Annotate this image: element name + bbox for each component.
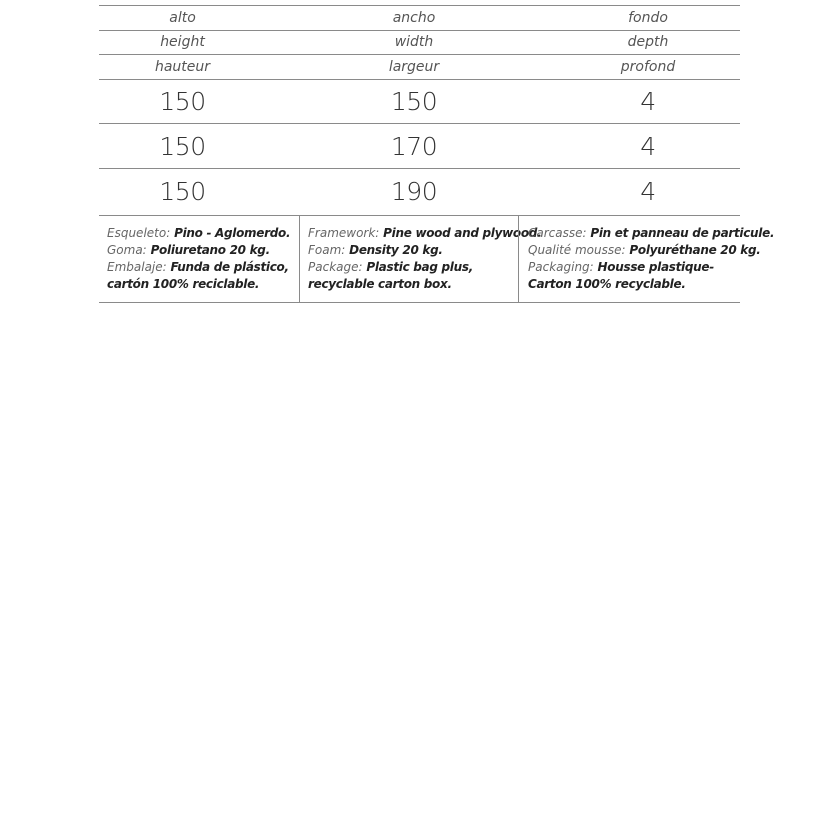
package-value: Plastic bag plus, — [366, 260, 473, 274]
foam-value: Density 20 kg. — [349, 243, 443, 257]
frame-line — [308, 225, 542, 242]
depth-value: 4 — [640, 87, 656, 116]
height-value: 150 — [159, 87, 206, 116]
foam-value: Poliuretano 20 kg. — [150, 243, 270, 257]
package-value-2: Carton 100% recyclable. — [528, 277, 686, 291]
width-value: 150 — [390, 87, 438, 116]
package-value: Housse plastique- — [597, 260, 714, 274]
package-label: Packaging: — [528, 260, 594, 274]
foam-label: Qualité mousse: — [528, 243, 626, 257]
package-line — [107, 259, 299, 276]
header-row-english — [99, 30, 740, 55]
table-row — [99, 124, 740, 169]
header-depth-fr: profond — [620, 59, 676, 75]
header-depth-es: fondo — [628, 10, 668, 26]
width-value: 170 — [390, 132, 438, 161]
foam-line — [107, 242, 299, 259]
height-value: 150 — [159, 132, 206, 161]
table-row — [99, 79, 740, 124]
package-line — [308, 259, 518, 276]
header-row-french — [99, 55, 740, 80]
foam-line — [528, 242, 761, 259]
package-value: Funda de plástico, — [170, 260, 289, 274]
depth-value: 4 — [640, 177, 656, 206]
package-value-2: recyclable carton box. — [308, 277, 452, 291]
header-width-en: width — [394, 34, 434, 50]
header-depth-en: depth — [627, 34, 669, 50]
materials-french — [518, 216, 775, 302]
materials-english — [299, 216, 542, 302]
header-width-fr: largeur — [388, 59, 440, 75]
materials-section — [99, 216, 775, 303]
frame-label: Esqueleto: — [107, 226, 171, 240]
frame-label: Framework: — [308, 226, 380, 240]
package-line — [528, 259, 740, 276]
frame-value: Pin et panneau de particule. — [590, 226, 775, 240]
package-label: Package: — [308, 260, 363, 274]
package-line-2 — [528, 276, 740, 293]
header-height-es: alto — [169, 10, 196, 26]
frame-label: Carcasse: — [528, 226, 587, 240]
frame-line — [107, 225, 299, 242]
foam-value: Polyuréthane 20 kg. — [629, 243, 761, 257]
foam-label: Foam: — [308, 243, 346, 257]
package-line-2 — [107, 276, 299, 293]
materials-spanish — [99, 216, 299, 302]
header-height-fr: hauteur — [154, 59, 211, 75]
depth-value: 4 — [640, 132, 656, 161]
height-value: 150 — [159, 177, 206, 206]
header-height-en: height — [160, 34, 205, 50]
header-row-spanish — [99, 6, 740, 31]
frame-value: Pine wood and plywood. — [383, 226, 542, 240]
table-row — [99, 169, 740, 216]
frame-value: Pino - Aglomerdo. — [174, 226, 291, 240]
header-width-es: ancho — [392, 10, 436, 26]
package-label: Embalaje: — [107, 260, 167, 274]
package-value-2: cartón 100% reciclable. — [107, 277, 260, 291]
width-value: 190 — [390, 177, 438, 206]
frame-line — [528, 225, 775, 242]
package-line-2 — [308, 276, 518, 293]
foam-label: Goma: — [107, 243, 147, 257]
foam-line — [308, 242, 518, 259]
